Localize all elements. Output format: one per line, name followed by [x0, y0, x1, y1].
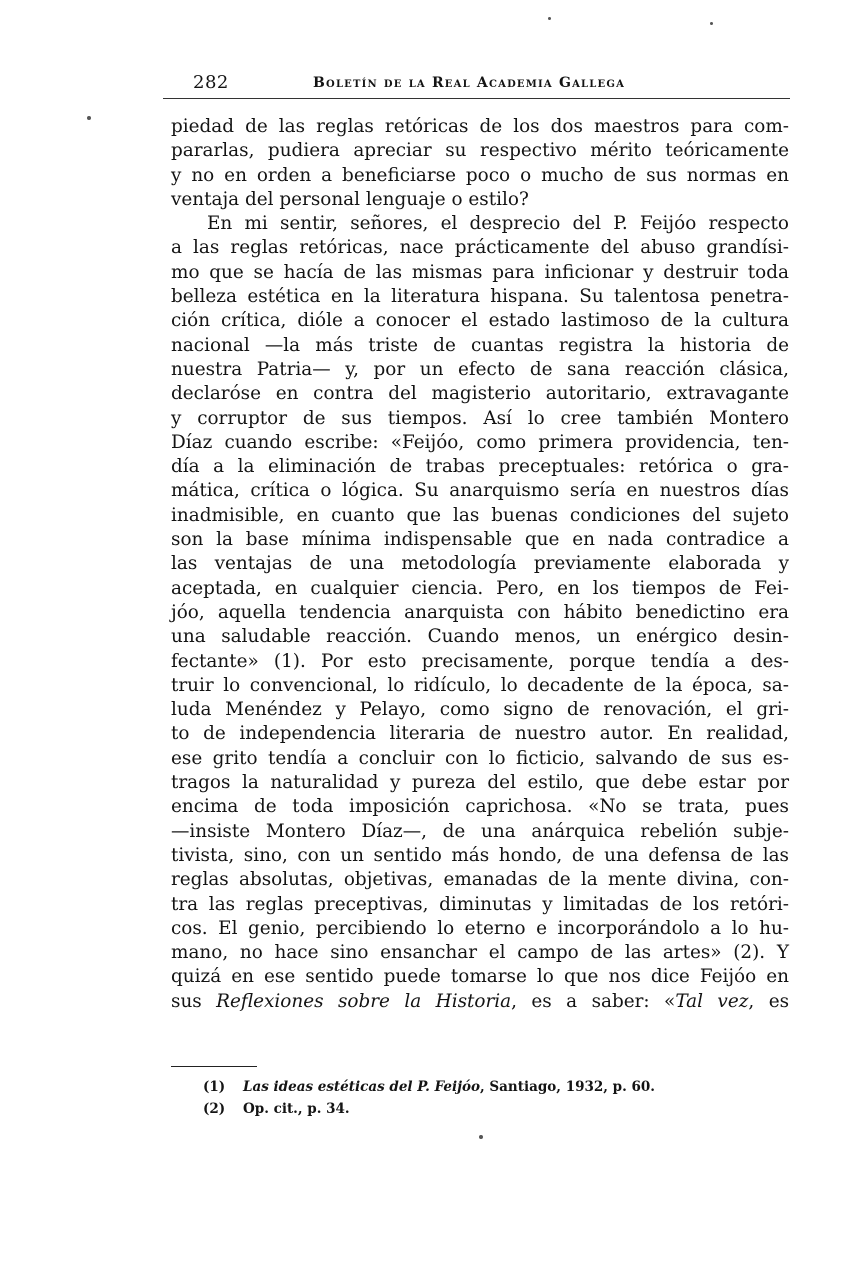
text-line: —insiste Montero Díaz—, de una anárquica rebelión subje- — [171, 820, 789, 842]
footnote-number: (1) — [203, 1079, 226, 1095]
text-line: mática, crítica o lógica. Su anarquismo sería en nuestros días — [171, 480, 789, 502]
text-line: cos. El genio, percibiendo lo eterno e incorporándolo a lo hu- — [171, 917, 789, 939]
footnote — [203, 1098, 763, 1120]
text-line: declaróse en contra del magisterio autoritario, extravagante — [171, 383, 789, 405]
text-line: ese grito tendía a concluir con lo ficticio, salvando de sus es- — [171, 747, 789, 769]
text-line: quizá en ese sentido puede tomarse lo que nos dice Feijóo en — [171, 966, 789, 988]
text-line: sus Reflexiones sobre la Historia, es a saber: «Tal vez, es — [171, 990, 790, 1012]
text-line: pararlas, pudiera apreciar su respectivo mérito teóricamente — [171, 140, 789, 162]
text-line: nacional —la más triste de cuantas registra la historia de — [171, 334, 789, 356]
text-line: las ventajas de una metodología previamente elaborada y — [171, 553, 789, 575]
scan-speck — [548, 17, 551, 20]
text-line: y corruptor de sus tiempos. Así lo cree también Montero — [171, 407, 789, 429]
text-line: son la base mínima indispensable que en nada contradice a — [171, 529, 789, 551]
footnote-divider — [171, 1066, 257, 1067]
scan-speck — [710, 22, 713, 25]
text-line: jóo, aquella tendencia anarquista con hábito benedictino era — [171, 601, 789, 623]
text-line: luda Menéndez y Pelayo, como signo de renovación, el gri- — [171, 699, 789, 721]
scan-speck — [87, 116, 91, 120]
text-line: a las reglas retóricas, nace prácticamente del abuso grandísi- — [171, 237, 789, 259]
footnote-text: , Santiago, 1932, p. 60. — [480, 1079, 655, 1095]
text-line: truir lo convencional, lo ridículo, lo decadente de la época, sa- — [171, 674, 789, 696]
text-line: ventaja del personal lenguaje o estilo? — [171, 188, 529, 210]
book-title: Reflexiones sobre la Historia — [216, 990, 512, 1012]
quoted-phrase: Tal vez — [675, 990, 749, 1012]
text-line: mano, no hace sino ensanchar el campo de las artes» (2). Y — [171, 942, 789, 964]
text-line: una saludable reacción. Cuando menos, un enérgico desin- — [171, 626, 789, 648]
text-line: belleza estética en la literatura hispana. Su talentosa penetra- — [171, 286, 789, 308]
text-line: fectante» (1). Por esto precisamente, porque tendía a des- — [171, 650, 789, 672]
footnote-text: Op. cit., p. 34. — [243, 1101, 350, 1117]
text-line: inadmisible, en cuanto que las buenas condiciones del sujeto — [171, 504, 789, 526]
scan-speck — [479, 1135, 483, 1139]
text-line: tragos la naturalidad y pureza del estilo, que debe estar por — [171, 772, 789, 794]
text-line: nuestra Patria— y, por un efecto de sana reacción clásica, — [171, 358, 789, 380]
text-line: y no en orden a beneficiarse poco o mucho de sus normas en — [171, 164, 789, 186]
text-line: to de independencia literaria de nuestro autor. En realidad, — [171, 723, 789, 745]
text-line: reglas absolutas, objetivas, emanadas de la mente divina, con- — [171, 869, 789, 891]
footnote-title: Las ideas estéticas del P. Feijóo — [243, 1079, 481, 1095]
page-number: 282 — [193, 72, 229, 93]
page-header — [163, 70, 790, 99]
text-line: encima de toda imposición caprichosa. «No se trata, pues — [171, 796, 789, 818]
text-line: tivista, sino, con un sentido más hondo, de una defensa de las — [171, 844, 789, 866]
text-line: ción crítica, dióle a conocer el estado lastimoso de la cultura — [171, 310, 789, 332]
text-line: aceptada, en cualquier ciencia. Pero, en los tiempos de Fei- — [171, 577, 789, 599]
text-line: mo que se hacía de las mismas para inficionar y destruir toda — [171, 261, 789, 283]
footnote — [203, 1076, 763, 1098]
text-line: tra las reglas preceptivas, diminutas y limitadas de los retóri- — [171, 893, 789, 915]
text-line: Díaz cuando escribe: «Feijóo, como primera providencia, ten- — [171, 431, 789, 453]
text-line: piedad de las reglas retóricas de los dos maestros para com- — [171, 116, 789, 137]
footnote-number: (2) — [203, 1101, 226, 1117]
body-text — [171, 115, 789, 1014]
footnotes — [203, 1076, 763, 1120]
text-line: día a la eliminación de trabas preceptuales: retórica o gra- — [171, 456, 789, 478]
text-line: En mi sentir, señores, el desprecio del P. Feijóo respecto — [207, 213, 789, 235]
running-head: Boletín de la Real Academia Gallega — [313, 75, 626, 91]
